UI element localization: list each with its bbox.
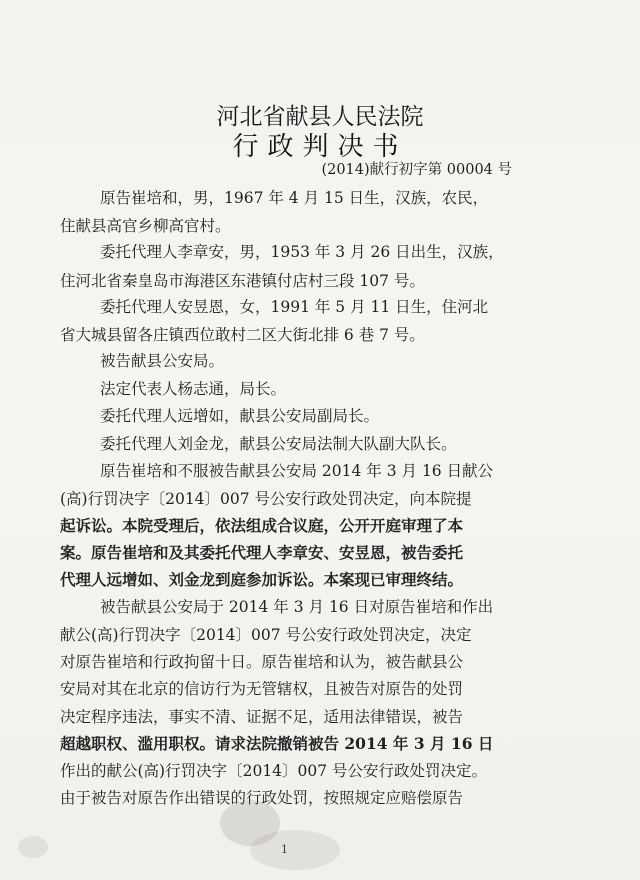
- defendant-line: 被告献县公安局。: [100, 352, 225, 370]
- paragraph-1-line-1: 原告崔培和不服被告献县公安局 2014 年 3 月 16 日献公: [100, 462, 494, 480]
- agent-an-line: 委托代理人安昱恩，女，1991 年 5 月 11 日生，住河北: [100, 298, 489, 316]
- plaintiff-address-line: 住献县高官乡柳高官村。: [60, 217, 231, 235]
- document-title: 行政判决书: [232, 132, 408, 162]
- paragraph-2-line-6: 超越职权、滥用职权。请求法院撤销被告 2014 年 3 月 16 日: [60, 734, 494, 753]
- legal-representative-line: 法定代表人杨志通，局长。: [100, 380, 287, 398]
- plaintiff-line: 原告崔培和，男，1967 年 4 月 15 日生，汉族，农民，: [100, 189, 489, 207]
- paper-stain: [250, 830, 340, 870]
- paragraph-2-line-5: 决定程序违法，事实不清、证据不足，适用法律错误，被告: [60, 708, 464, 726]
- agent-yuan-line: 委托代理人远增如，献县公安局副局长。: [100, 407, 380, 425]
- paragraph-1-line-3: 起诉讼。本院受理后，依法组成合议庭，公开开庭审理了本: [60, 516, 464, 535]
- agent-li-address-line: 住河北省秦皇岛市海港区东港镇付店村三段 107 号。: [60, 272, 425, 290]
- paragraph-2-line-8: 由于被告对原告作出错误的行政处罚，按照规定应赔偿原告: [60, 789, 464, 807]
- paragraph-2-line-4: 安局对其在北京的信访行为无管辖权，且被告对原告的处罚: [60, 680, 464, 698]
- page-number: 1: [281, 843, 288, 856]
- case-number: (2014)献行初字第 00004 号: [321, 162, 512, 178]
- paragraph-2-line-2: 献公(高)行罚决字〔2014〕007 号公安行政处罚决定，决定: [60, 626, 472, 644]
- paragraph-1-line-4: 案。原告崔培和及其委托代理人李章安、安昱恩，被告委托: [60, 543, 464, 562]
- paragraph-1-line-5: 代理人远增如、刘金龙到庭参加诉讼。本案现已审理终结。: [60, 570, 464, 589]
- paragraph-1-line-2: (高)行罚决字〔2014〕007 号公安行政处罚决定，向本院提: [60, 490, 472, 508]
- agent-li-line: 委托代理人李章安，男，1953 年 3 月 26 日出生，汉族，: [100, 243, 504, 261]
- paper-stain: [18, 836, 48, 858]
- paragraph-2-line-1: 被告献县公安局于 2014 年 3 月 16 日对原告崔培和作出: [100, 598, 494, 616]
- agent-liu-line: 委托代理人刘金龙，献县公安局法制大队副大队长。: [100, 435, 457, 453]
- court-name: 河北省献县人民法院: [216, 104, 424, 130]
- paragraph-2-line-7: 作出的献公(高)行罚决字〔2014〕007 号公安行政处罚决定。: [60, 762, 488, 780]
- paragraph-2-line-3: 对原告崔培和行政拘留十日。原告崔培和认为，被告献县公: [60, 653, 464, 671]
- agent-an-address-line: 省大城县留各庄镇西位敢村二区大街北排 6 巷 7 号。: [60, 326, 425, 344]
